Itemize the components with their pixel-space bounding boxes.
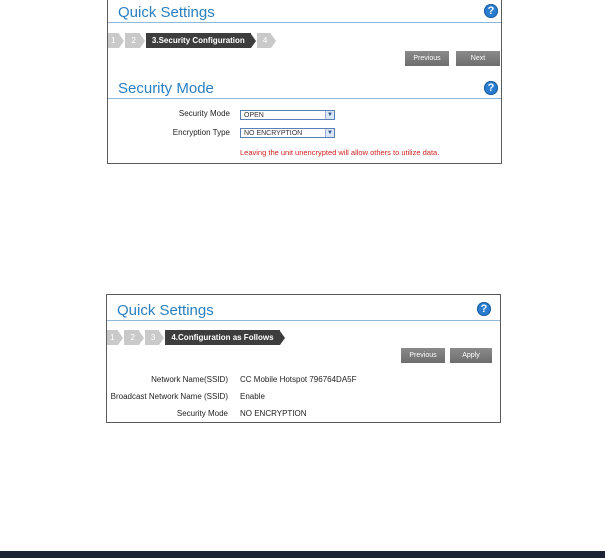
security-mode-select[interactable] bbox=[240, 110, 335, 120]
help-icon[interactable]: ? bbox=[477, 302, 491, 316]
previous-button[interactable]: Previous bbox=[405, 51, 449, 66]
chevron-down-icon[interactable]: ▼ bbox=[325, 129, 334, 137]
page-title: Quick Settings bbox=[118, 4, 215, 21]
page-title: Quick Settings bbox=[117, 302, 214, 319]
step-3-active: 3.Security Configuration bbox=[146, 33, 251, 48]
security-mode-label: Security Mode bbox=[176, 409, 228, 418]
step-3: 3 bbox=[145, 330, 159, 345]
footer-bar bbox=[0, 551, 605, 558]
next-button[interactable]: Next bbox=[456, 51, 500, 66]
title-divider bbox=[108, 22, 501, 23]
chevron-down-icon[interactable]: ▼ bbox=[325, 111, 334, 119]
chevron-right-icon bbox=[280, 331, 285, 345]
title-divider bbox=[107, 320, 500, 321]
chevron-right-icon bbox=[159, 331, 164, 345]
quick-settings-summary-panel bbox=[106, 294, 501, 423]
chevron-right-icon bbox=[251, 34, 256, 48]
chevron-right-icon bbox=[118, 331, 123, 345]
encryption-type-value: NO ENCRYPTION bbox=[244, 130, 303, 137]
step-2: 2 bbox=[125, 33, 139, 48]
step-4: 4 bbox=[257, 33, 271, 48]
network-name-value: CC Mobile Hotspot 796764DA5F bbox=[240, 375, 357, 384]
help-icon[interactable]: ? bbox=[484, 81, 498, 95]
encryption-type-select[interactable] bbox=[240, 128, 335, 138]
help-icon[interactable]: ? bbox=[484, 4, 498, 18]
security-mode-label: Security Mode bbox=[178, 109, 230, 118]
quick-settings-security-panel bbox=[107, 0, 502, 164]
step-4-active: 4.Configuration as Follows bbox=[165, 330, 279, 345]
unencrypted-warning: Leaving the unit unencrypted will allow others to utilize data. bbox=[240, 148, 440, 157]
section-title: Security Mode bbox=[118, 80, 214, 97]
chevron-right-icon bbox=[139, 331, 144, 345]
apply-button[interactable]: Apply bbox=[450, 348, 492, 363]
network-name-label: Network Name(SSID) bbox=[151, 375, 228, 384]
chevron-right-icon bbox=[140, 34, 145, 48]
chevron-right-icon bbox=[119, 34, 124, 48]
section-divider bbox=[108, 98, 501, 99]
previous-button[interactable]: Previous bbox=[401, 348, 445, 363]
broadcast-ssid-label: Broadcast Network Name (SSID) bbox=[110, 392, 228, 401]
step-breadcrumb bbox=[107, 330, 285, 345]
chevron-right-icon bbox=[271, 34, 276, 48]
security-mode-value: NO ENCRYPTION bbox=[240, 409, 307, 418]
broadcast-ssid-value: Enable bbox=[240, 392, 265, 401]
encryption-type-label: Encryption Type bbox=[172, 128, 230, 137]
step-1: 1 bbox=[107, 330, 118, 345]
security-mode-value: OPEN bbox=[244, 112, 264, 119]
step-2: 2 bbox=[124, 330, 138, 345]
step-breadcrumb bbox=[108, 33, 276, 48]
step-1: 1 bbox=[108, 33, 119, 48]
